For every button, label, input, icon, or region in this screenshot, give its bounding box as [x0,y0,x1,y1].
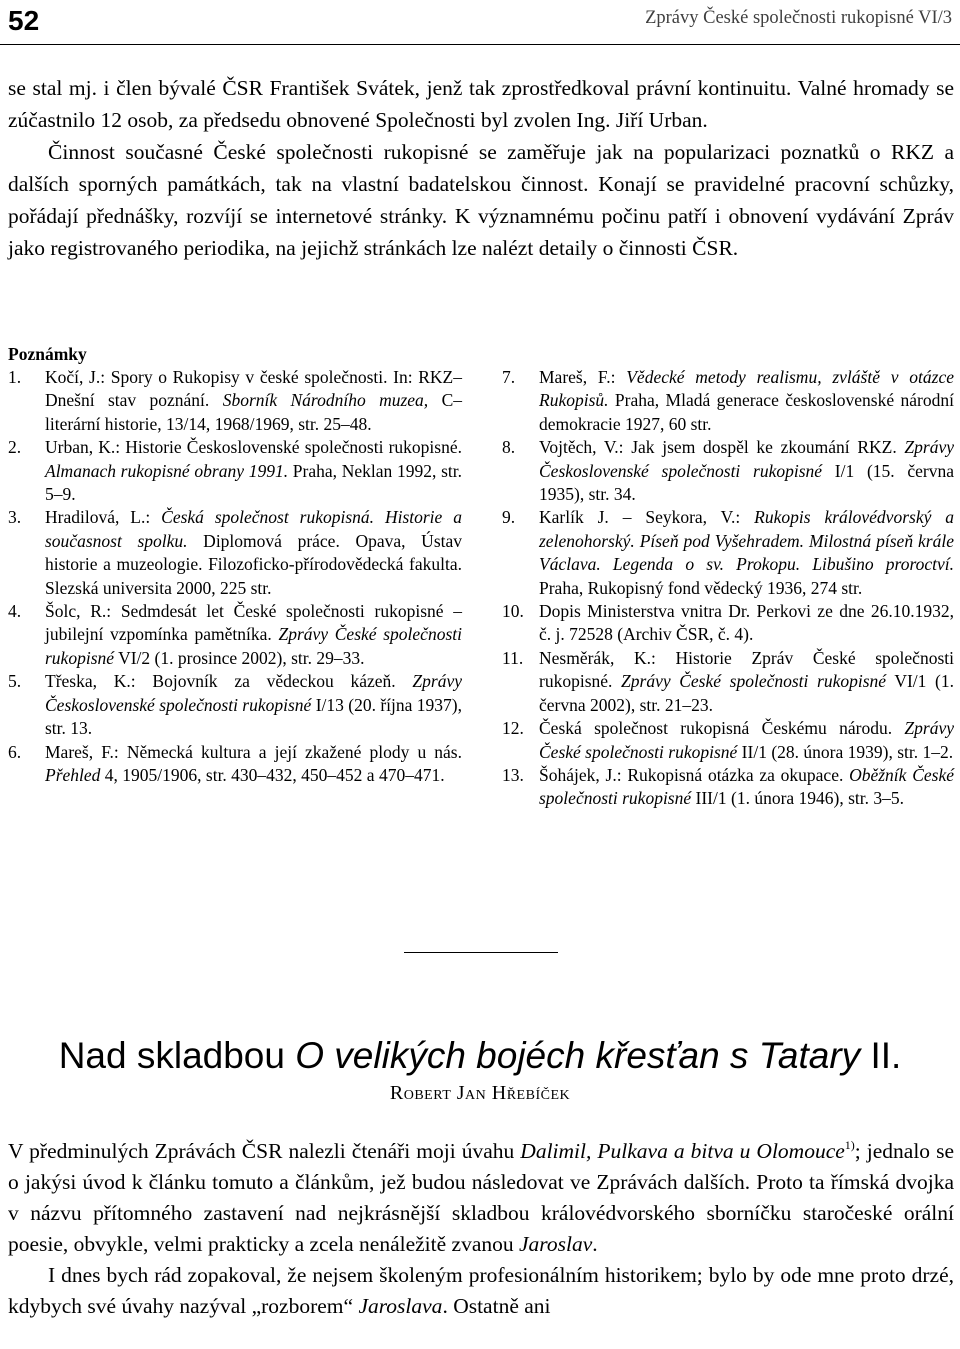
note-item [8,741,462,788]
article-author: Robert Jan Hřebíček [389,1082,571,1104]
note-text: Dopis Ministerstva vnitra Dr. Perkovi ze dne 26.10.1932, č. j. 72528 (Archiv ČSR, č. 4). [539,601,954,645]
note-item [8,436,462,506]
note-item [8,366,462,436]
note-text: Šolc, R.: Sedmdesát let České společnosti rukopisné – jubilejní vzpomínka pamětníka. Zprávy České společnosti rukopisné VI/2 (1. prosince 2002), str. 29–33. [45,601,462,668]
note-text: Vojtěch, V.: Jak jsem dospěl ke zkoumání RKZ. Zprávy Československé společnosti rukopisné I/1 (15. června 1935), str. 34. [539,437,955,505]
note-number: 13. [502,764,524,785]
note-item [8,600,462,670]
note-item [502,600,954,647]
note-text: Mareš, F.: Německá kultura a její zkažené plody u nás. Přehled 4, 1905/1906, str. 430–432, 450–452 a 470–471. [45,741,462,785]
note-item [502,436,954,506]
note-text: Karlík J. – Seykora, V.: Rukopis královédvorský a zelenohorský. Píseň pod Vyšehradem. Milostná píseň krále Václava. Legenda o sv. Prokopu. Libušino proroctví. Praha, Rukopisný fond vědecký 1936, 274 str. [539,507,954,598]
note-item [502,717,954,764]
intro-paragraph-1: se stal mj. i člen bývalé ČSR František Svátek, jenž tak zprostředkoval právní kontinuitu. Valné hromady se zúčastnilo 12 osob, za předsedu obnovené Společnosti byl zvolen Ing. Jiří Urban. [8,76,954,132]
note-text: Šohájek, J.: Rukopisná otázka za okupace. Oběžník České společnosti rukopisné III/1 (1. února 1946), str. 3–5. [539,764,954,809]
article-title: Nad skladbou O velikých bojéch křesťan s Tatary II. [58,1035,902,1076]
section-separator [404,952,558,953]
note-number: 6. [8,741,22,762]
note-number: 3. [8,507,22,528]
notes-title: Poznámky [8,344,87,364]
article-paragraph-1: V předminulých Zprávách ČSR nalezli čtenáři moji úvahu Dalimil, Pulkava a bitva u Olomouce$^{1)}$; jednalo se o jakýsi úvod k článku tomuto a článkům, jež budou následovat ve Zprávách dalších. Proto ta římská dvojka v názvu přítomného zastavení nad nejkrásnější skladbou královédvorského sborníčku staročeské orální poesie, obvykle, velmi prakticky a zcela nenáležitě zvanou Jaroslav. [8,1138,954,1256]
note-number: 8. [502,437,516,458]
article-body [8,1136,954,1322]
intro-paragraph-2: Činnost současné České společnosti rukopisné se zaměřuje jak na popularizaci poznatků o RKZ a dalších sporných památkách, tak na vlastní badatelskou činnost. Konají se pravidelné pracovní schůzky, pořádají přednášky, rozvíjí se internetové stránky. K významnému počinu patří i obnovení vydávání Zpráv jako registrovaného periodika, na jejichž stránkách lze nalézt detaily o činnosti ČSR. [8,140,954,260]
note-number: 5. [8,671,22,692]
note-text: Nesměrák, K.: Historie Zpráv České společnosti rukopisné. Zprávy České společnosti rukopisné VI/1 (1. června 2002), str. 21–23. [539,647,954,715]
note-number: 10. [502,601,524,622]
note-text: Hradilová, L.: Česká společnost rukopisná. Historie a současnost spolku. Diplomová práce. Opava, Ústav historie a muzeologie. Filozoficko-přírodovědecká fakulta. Slezská universita 2000, 225 str. [45,507,463,598]
note-text: Mareš, F.: Vědecké metody realismu, zvláště v otázce Rukopisů. Praha, Mladá generace československé národní demokracie 1927, 60 str. [539,367,954,434]
note-text: Česká společnost rukopisná Českému národu. Zprávy České společnosti rukopisné II/1 (28. února 1939), str. 1–2. [539,718,954,762]
note-item [8,670,462,740]
intro-text [8,72,954,264]
note-text: Třeska, K.: Bojovník za vědeckou kázeň. Zprávy Československé společnosti rukopisné I/13 (20. října 1937), str. 13. [45,671,462,739]
article-paragraph-2: I dnes bych rád zopakoval, že nejsem školeným profesionálním historikem; bylo by ode mne proto drzé, kdybych své úvahy nazýval „rozborem“ Jaroslava. Ostatně ani [8,1263,954,1318]
note-number: 4. [8,601,22,622]
note-number: 11. [502,647,524,668]
note-number: 1. [8,367,22,387]
note-number: 9. [502,507,516,528]
note-number: 7. [502,367,516,387]
page-number: 52 [8,5,40,36]
note-item [502,764,954,811]
note-item [502,506,954,600]
note-item [502,366,954,436]
note-number: 12. [502,718,524,739]
note-number: 2. [8,437,22,458]
notes-left-column [8,366,462,787]
running-title: Zprávy České společnosti rukopisné VI/3 [645,8,952,28]
notes-right-column [502,366,954,811]
note-item [8,506,462,600]
footnote-ref: 1) [844,1138,855,1152]
header-rule [0,44,960,45]
note-text: Urban, K.: Historie Československé společnosti rukopisné. Almanach rukopisné obrany 1991. Praha, Neklan 1992, str. 5–9. [45,437,462,505]
page-header [0,0,960,46]
note-item [502,647,954,717]
note-text: Kočí, J.: Spory o Rukopisy v české společnosti. In: RKZ–Dnešní stav poznání. Sborník Národního muzea, C–literární historie, 13/14, 1968/1969, str. 25–48. [45,367,462,434]
